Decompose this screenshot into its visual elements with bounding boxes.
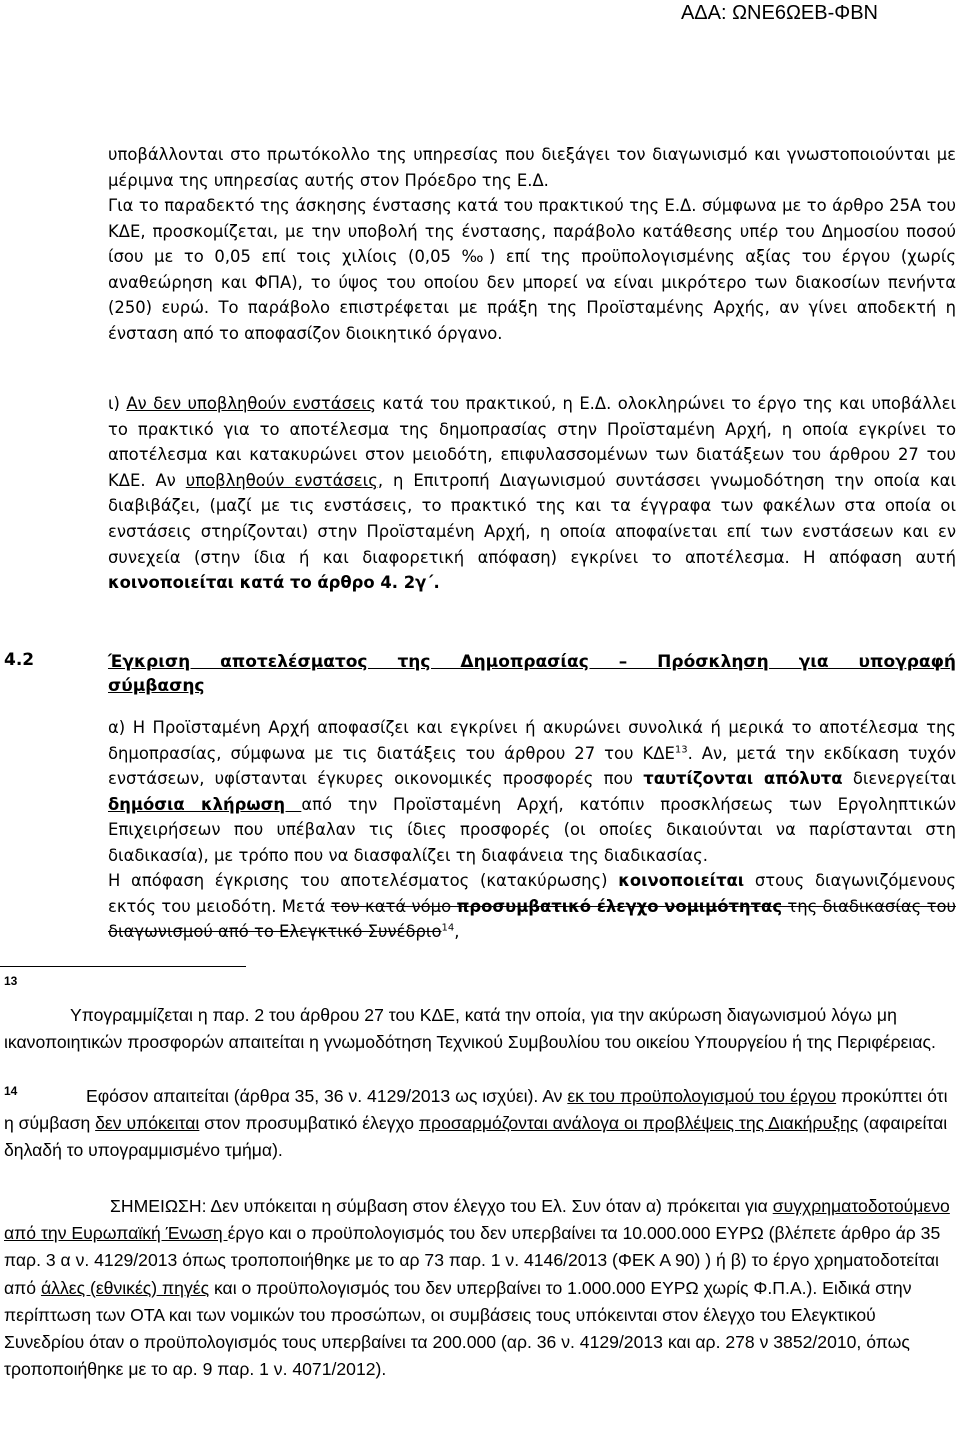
- footnote-13: Υπογραμμίζεται η παρ. 2 του άρθρου 27 του ΚΔΕ, κατά την οποία, για την ακύρωση διαγωνισμού λόγω μη ικανοποιητικών προσφορών απαιτείται η γνωμοδότηση Τεχνικού Συμβουλίου του οικείου Υπουργείου ή της Περιφέρειας.: [4, 1005, 936, 1053]
- paragraph-objection-fee: Για το παραδεκτό της άσκησης ένστασης κατά του πρακτικού της Ε.Δ. σύμφωνα με το άρθρο 25Α του ΚΔΕ, προσκομίζεται, με την υποβολή της ένστασης, παράβολο κατάθεσης υπέρ του Δημοσίου ποσού ίσου με το 0,05 επί τοις χιλίοις (0,05 ‰) επί της προϋπολογισμένης αξίας του έργου (χωρίς αναθεώρηση και ΦΠΑ), το ύψος του οποίου δεν μπορεί να είναι μικρότερο των διακοσίων πενήντα (250) ευρώ. Το παράβολο επιστρέφεται με πράξη της Προϊσταμένης Αρχής, αν γίνει αποδεκτή η ένσταση από το αποφασίζον διοικητικό όργανο.: [108, 196, 956, 343]
- footnote-mark-13: 13: [4, 974, 18, 988]
- ada-header: ΑΔΑ: ΩΝΕ6ΩΕΒ-ΦΒΝ: [680, 2, 878, 24]
- footnote-separator: [0, 966, 246, 967]
- footnote-mark-14: 14: [4, 1084, 18, 1098]
- paragraph-notification: Η απόφαση έγκρισης του αποτελέσματος (κατακύρωσης) κοινοποιείται στους διαγωνιζόμενους εκτός του μειοδότη. Μετά τον κατά νόμο προσυμβατικό έλεγχο νομιμότητας της διαδικασίας του διαγωνισμού από το Ελεγκτικό Συνέδριο$^{14}$,: [108, 871, 956, 942]
- note-paragraph: ΣΗΜΕΙΩΣΗ: Δεν υπόκειται η σύμβαση στον έλεγχο του Ελ. Συν όταν α) πρόκειται για συγχρηματοδοτούμενο από την Ευρωπαϊκή Ένωση έργο και ο προϋπολογισμός του δεν υπερβαίνει τα 10.000.000 ΕΥΡΩ (βλέπετε άρθρο άρ 35 παρ. 3 α ν. 4129/2013 όπως τροποποιήθηκε με το αρ 73 παρ. 1 ν. 4146/2013 (ΦΕΚ Α 90) ) ή β) το έργο χρηματοδοτείται από άλλες (εθνικές) πηγές και ο προϋπολογισμός του δεν υπερβαίνει το 1.000.000 ΕΥΡΩ χωρίς Φ.Π.Α.). Ειδικά στην περίπτωση των ΟΤΑ και των νομικών του προσώπων, οι συμβάσεις τους υπόκεινται στον έλεγχο του Ελεγκτικού Συνεδρίου όταν ο προϋπολογισμός τους υπερβαίνει τα 200.000 (αρ. 36 ν. 4129/2013 και αρ. 278 ν 3852/2010, όπως τροποποιήθηκε με το αρ. 9 παρ. 1 ν. 4071/2012).: [4, 1196, 950, 1380]
- paragraph-approval: α) Η Προϊσταμένη Αρχή αποφασίζει και εγκρίνει ή ακυρώνει συνολικά ή μερικά το αποτέλεσμα της δημοπρασίας, σύμφωνα με τις διατάξεις του άρθρου 27 του ΚΔΕ$^{13}$. Αν, μετά την εκδίκαση τυχόν ενστάσεων, υφίστανται έγκυρες οικονομικές προσφορές που ταυτίζονται απόλυτα διενεργείται δημόσια κλήρωση από την Προϊσταμένη Αρχή, κατόπιν προσκλήσεως των Εργοληπτικών Επιχειρήσεων που υπέβαλαν τις ίδιες προσφορές (οι οποίες δικαιούνται να παρίστανται στη διαδικασία), με τρόπο που να διασφαλίζει τη διαφάνεια της διαδικασίας.: [108, 718, 956, 865]
- footnote-14: Εφόσον απαιτείται (άρθρα 35, 36 ν. 4129/2013 ως ισχύει). Αν εκ του προϋπολογισμού του έργου προκύπτει ότι η σύμβαση δεν υπόκειται στον προσυμβατικό έλεγχο προσαρμόζονται ανάλογα οι προβλέψεις της Διακήρυξης (αφαιρείται δηλαδή το υπογραμμισμένο τμήμα).: [4, 1086, 948, 1161]
- paragraph-no-objections: ι) Αν δεν υποβληθούν ενστάσεις κατά του πρακτικού, η Ε.Δ. ολοκληρώνει το έργο της και υποβάλλει το πρακτικό για το αποτέλεσμα της δημοπρασίας στην Προϊσταμένη Αρχή, η οποία εγκρίνει το αποτέλεσμα και κατακυρώνει στον μειοδότη, επιφυλασσομένων των διατάξεων του άρθρου 27 του ΚΔΕ. Αν υποβληθούν ενστάσεις, η Επιτροπή Διαγωνισμού συντάσσει γνωμοδότηση την οποία και διαβιβάζει, (μαζί με τις ενστάσεις, το πρακτικό της και τα έγγραφα των φακέλων στα οποία οι ενστάσεις στηρίζονται) στην Προϊσταμένη Αρχή, η οποία αποφαίνεται επί των ενστάσεων και εν συνεχεία (στην ίδια ή και διαφορετική απόφαση) εγκρίνει το αποτέλεσμα. Η απόφαση αυτή κοινοποιείται κατά το άρθρο 4. 2γ΄.: [108, 394, 957, 593]
- section-title-continued: σύμβασης: [108, 676, 205, 696]
- footnote-ref-14: 14: [441, 922, 455, 934]
- paragraph-submission: υποβάλλονται στο πρωτόκολλο της υπηρεσίας που διεξάγει τον διαγωνισμό και γνωστοποιούνται με μέριμνα της υπηρεσίας αυτής στον Πρόεδρο της Ε.Δ.: [108, 145, 956, 190]
- section-title: Έγκριση αποτελέσματος της Δημοπρασίας – Πρόσκληση για υπογραφή: [108, 652, 956, 672]
- footnote-ref-13: 13: [674, 744, 688, 756]
- section-number: 4.2: [4, 650, 35, 670]
